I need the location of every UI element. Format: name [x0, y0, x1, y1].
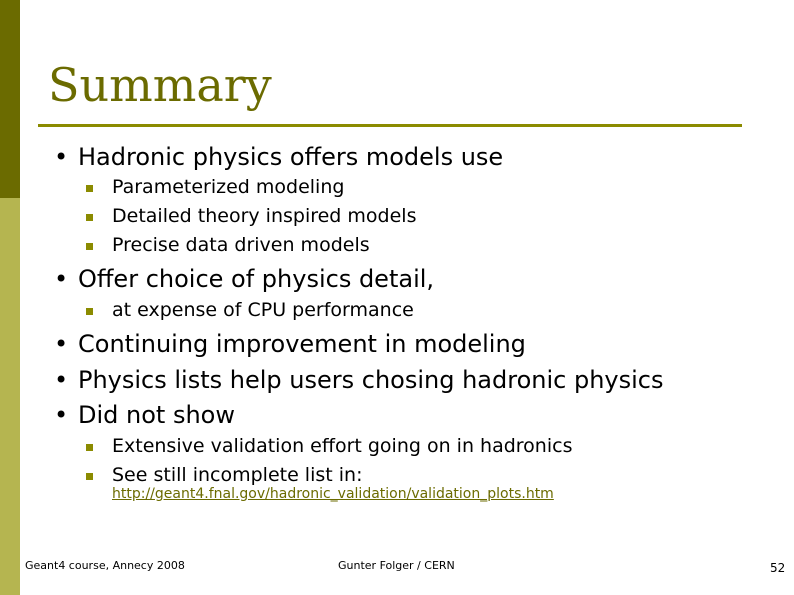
square-bullet-icon	[86, 308, 93, 315]
square-bullet-icon	[86, 243, 93, 250]
bullet-dot: •	[54, 330, 69, 358]
subitem-text: See still incomplete list in:	[112, 464, 363, 486]
bullet-text: Physics lists help users chosing hadronic physics	[78, 366, 664, 394]
bullet-dot: •	[54, 265, 69, 293]
square-bullet-icon	[86, 444, 93, 451]
bullet-dot: •	[54, 366, 69, 394]
title-underline	[38, 124, 742, 127]
subitem-text: Extensive validation effort going on in hadronics	[112, 435, 573, 457]
side-bar-light	[0, 198, 20, 595]
subitem-text: Precise data driven models	[112, 234, 370, 256]
bullet-text: Hadronic physics offers models use	[78, 143, 504, 171]
square-bullet-icon	[86, 185, 93, 192]
bullet-dot: •	[54, 143, 69, 171]
bullet-dot: •	[54, 401, 69, 429]
bullet-text: Did not show	[78, 401, 235, 429]
square-bullet-icon	[86, 214, 93, 221]
bullet-text: Continuing improvement in modeling	[78, 330, 526, 358]
validation-plots-link[interactable]: http://geant4.fnal.gov/hadronic_validation/validation_plots.htm	[112, 486, 554, 502]
page-number: 52	[770, 561, 786, 575]
footer-author: Gunter Folger / CERN	[338, 559, 455, 572]
subitem-text: Parameterized modeling	[112, 176, 345, 198]
subitem-text: Detailed theory inspired models	[112, 205, 417, 227]
bullet-text: Offer choice of physics detail,	[78, 265, 435, 293]
footer-course: Geant4 course, Annecy 2008	[25, 559, 185, 572]
subitem-text: at expense of CPU performance	[112, 299, 414, 321]
side-bar-dark	[0, 0, 20, 198]
slide-title: Summary	[48, 58, 272, 112]
square-bullet-icon	[86, 473, 93, 480]
